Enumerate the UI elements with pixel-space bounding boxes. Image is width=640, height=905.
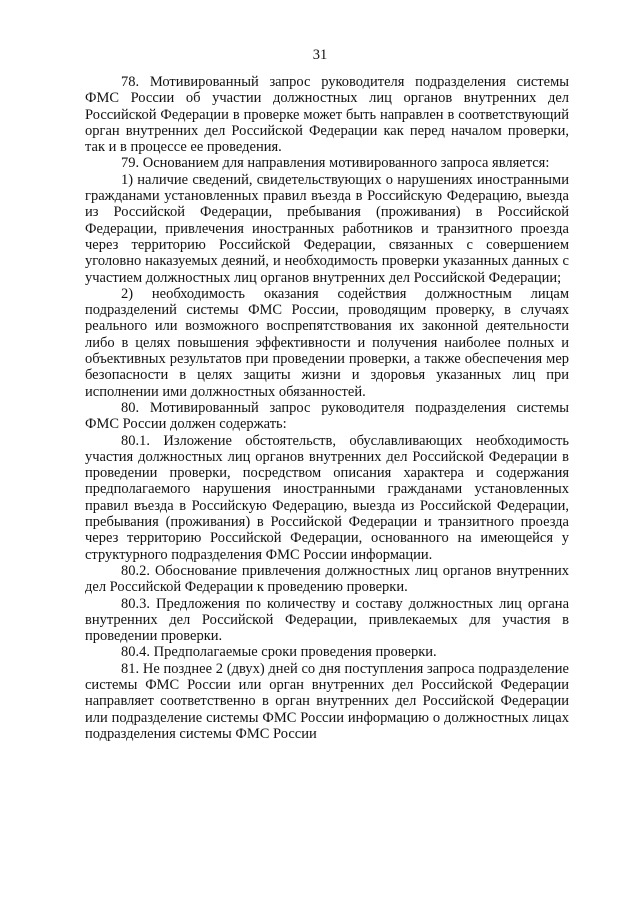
page-number: 31 — [312, 47, 328, 63]
paragraph-79: 79. Основанием для направления мотивированного запроса является: — [121, 155, 550, 172]
document-body — [85, 74, 569, 742]
paragraph-78: 78. Мотивированный запрос руководителя подразделения системы ФМС России об участии должностных лиц органов внутренних дел Российской Федерации в проверке может быть направлен в соответствующий орган внутренних дел Российской Федерации как перед началом проверки, так и в процессе ее проведения. — [85, 74, 569, 156]
paragraph-80-2: 80.2. Обоснование привлечения должностных лиц органов внутренних дел Российской Федерации к проведению проверки. — [85, 562, 569, 596]
paragraph-80-4: 80.4. Предполагаемые сроки проведения проверки. — [121, 644, 437, 661]
paragraph-79-item-2: 2) необходимость оказания содействия должностным лицам подразделений системы ФМС России, проводящим проверку, в случаях реального или возможного воспрепятствования их законной деятельности либо в целях повышения эффективности и получения наиболее полных и объективных результатов при проведении проверки, а также обеспечения мер безопасности в целях защиты жизни и здоровья указанных лиц при исполнении ими должностных обязанностей. — [85, 285, 569, 400]
paragraph-80-3: 80.3. Предложения по количеству и составу должностных лиц органа внутренних дел Российской Федерации, привлекаемых для участия в проведении проверки. — [85, 595, 569, 645]
paragraph-79-item-1: 1) наличие сведений, свидетельствующих о нарушениях иностранными гражданами установленных правил въезда в Российскую Федерацию, выезда из Российской Федерации, пребывания (проживания) в Российской Федерации, привлечения иностранных работников и транзитного проезда через территорию Российской Федерации, связанных с совершением уголовно наказуемых деяний, и необходимость проверки указанных данных с участием должностных лиц органов внутренних дел Российской Федерации; — [85, 171, 569, 286]
paragraph-80: 80. Мотивированный запрос руководителя подразделения системы ФМС России должен содержать: — [85, 399, 569, 433]
paragraph-81: 81. Не позднее 2 (двух) дней со дня поступления запроса подразделение системы ФМС России или орган внутренних дел Российской Федерации направляет соответственно в орган внутренних дел Российской Федерации или подразделение системы ФМС России информацию о должностных лицах подразделения системы ФМС России — [85, 660, 569, 742]
paragraph-80-1: 80.1. Изложение обстоятельств, обуславливающих необходимость участия должностных лиц органов внутренних дел Российской Федерации в проведении проверки, посредством описания характера и содержания предполагаемого нарушения иностранными гражданами установленных правил въезда в Российскую Федерацию, выезда из Российской Федерации, пребывания (проживания) в Российской Федерации и транзитного проезда через территорию Российской Федерации, основанного на имеющейся у структурного подразделения ФМС России информации. — [85, 432, 569, 563]
